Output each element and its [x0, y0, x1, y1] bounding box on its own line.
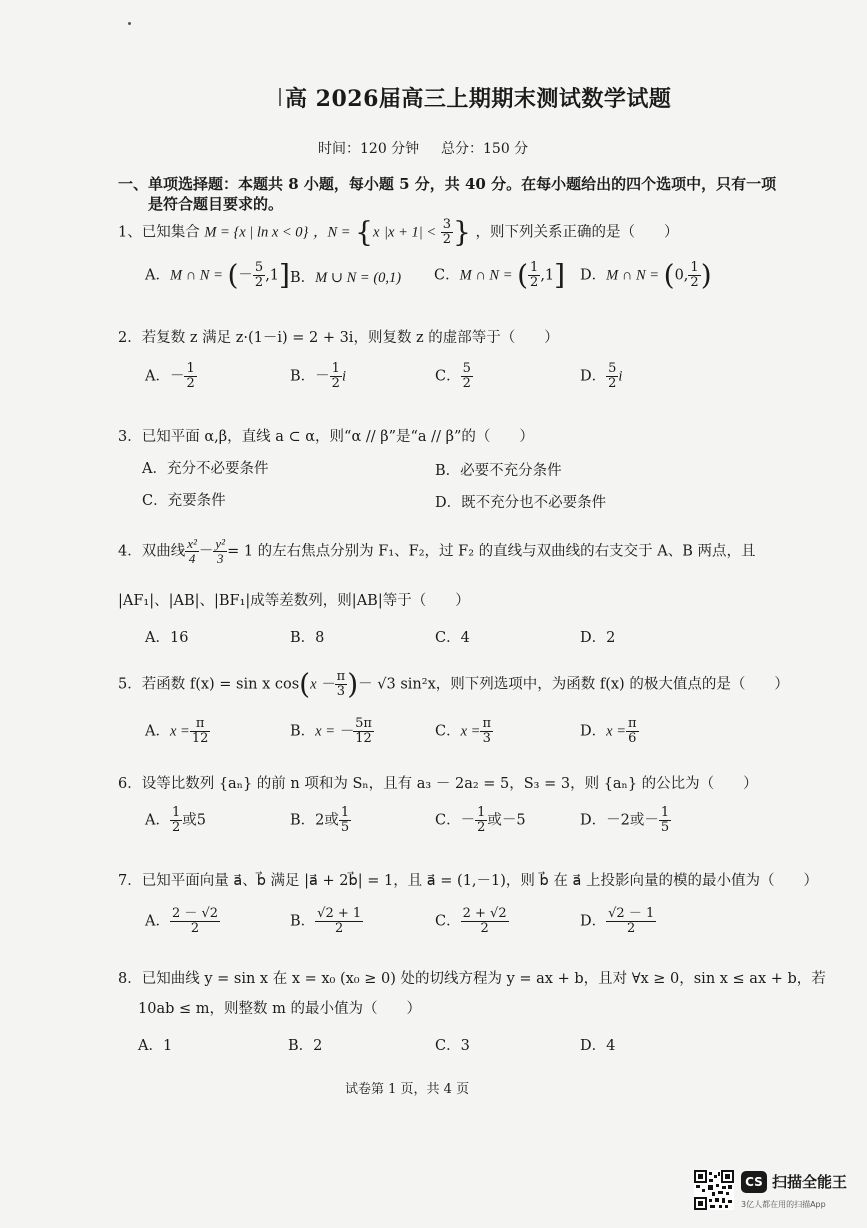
q1-post: ，则下列关系正确的是（ ） — [475, 224, 679, 241]
q1-option-d[interactable]: D．M ∩ N = (0, $\frac{1}{2}$ ) — [580, 258, 712, 292]
q3-option-a[interactable]: A．充分不必要条件 — [142, 461, 269, 477]
q8-option-b[interactable]: B．2 — [288, 1038, 323, 1054]
q4-option-b[interactable]: B．8 — [290, 630, 325, 646]
q1-option-a[interactable]: A．M ∩ N = (－ $\frac{5}{2}$ ,1] — [145, 258, 290, 292]
q8-option-d[interactable]: D．4 — [580, 1038, 616, 1054]
q1-n-var: x — [373, 224, 380, 241]
page-title: 高 2026届高三上期期末测试数学试题 — [285, 86, 672, 112]
question-4-stem: 4．双曲线 $\frac{\text{x²}}{4}$ － $\frac{\text{y²}}{3}$ = 1 的左右焦点分别为 F₁、F₂，过 F₂ 的直线与双曲线的右支交于 A、B 两点，且 — [118, 536, 756, 566]
q5-option-a[interactable]: A．x = $\frac{\pi}{12}$ — [145, 716, 209, 746]
q4-option-d[interactable]: D．2 — [580, 630, 616, 646]
q6-option-c[interactable]: C．－ $\frac{1}{2}$ 或－5 — [435, 805, 526, 835]
question-3-stem: 3．已知平面 α,β，直线 a ⊂ α，则“α // β”是“a // β”的（ ） — [118, 429, 534, 445]
q7-option-b[interactable]: B． $\frac{√2 + 1}{2}$ — [290, 906, 362, 936]
q3-option-b[interactable]: B．必要不充分条件 — [435, 463, 562, 479]
q1-pre: 1、已知集合 — [118, 224, 200, 241]
question-4-stem-line2: |AF₁|、|AB|、|BF₁|成等差数列，则|AB|等于（ ） — [118, 593, 470, 609]
q8-option-c[interactable]: C．3 — [435, 1038, 470, 1054]
qr-code-icon — [694, 1170, 734, 1210]
q1-brace-open: { — [355, 215, 373, 249]
q1-option-b[interactable]: B．M ∪ N = (0,1) — [290, 270, 402, 286]
question-8-stem-line2: 10ab ≤ m，则整数 m 的最小值为（ ） — [138, 1001, 421, 1017]
q5-option-d[interactable]: D．x = $\frac{\pi}{6}$ — [580, 716, 637, 746]
question-1-stem — [118, 215, 679, 249]
q2-option-a[interactable]: A．－ $\frac{1}{2}$ — [145, 361, 195, 391]
q2-option-c[interactable]: C． $\frac{5}{2}$ — [435, 361, 471, 391]
q3-option-d[interactable]: D．既不充分也不必要条件 — [435, 495, 607, 511]
q5-option-b[interactable]: B．x = － $\frac{5\pi}{12}$ — [290, 716, 372, 746]
camscanner-logo-icon: CS — [741, 1171, 767, 1193]
q7-option-a[interactable]: A． $\frac{2 - √2}{2}$ — [145, 906, 219, 936]
q1-n-pre: ，N = — [312, 224, 351, 241]
section-heading — [118, 174, 776, 214]
question-5-stem: 5．若函数 f(x) = sin x cos(x － $\frac{\pi}{3}$ )－ √3 sin²x，则下列选项中，为函数 f(x) 的极大值点的是（ ） — [118, 667, 789, 701]
q1-brace-close: } — [453, 215, 471, 249]
q6-option-a[interactable]: A． $\frac{1}{2}$ 或5 — [145, 805, 206, 835]
scan-speck — [128, 22, 131, 25]
q2-option-d[interactable]: D． $\frac{5}{2}$ i — [580, 361, 623, 391]
q4-option-a[interactable]: A．16 — [145, 630, 189, 646]
camscanner-tagline: 3亿人都在用的扫描App — [741, 1200, 826, 1209]
q2-option-b[interactable]: B．－ $\frac{1}{2}$ i — [290, 361, 346, 391]
question-7-stem: 7．已知平面向量 a⃗、b⃗ 满足 |a⃗ + 2b⃗| = 1，且 a⃗ = (1,－1)，则 b⃗ 在 a⃗ 上投影向量的模的最小值为（ ） — [118, 873, 818, 889]
section-heading-line1: 一、单项选择题：本题共 8 小题，每小题 5 分，共 40 分。在每小题给出的四个选项中，只有一项 — [118, 175, 777, 193]
title-margin-mark — [279, 88, 281, 106]
exam-time: 时间：120 分钟 — [318, 141, 420, 157]
q8-option-a[interactable]: A．1 — [138, 1038, 173, 1054]
page-footer: 试卷第 1 页，共 4 页 — [345, 1082, 470, 1097]
exam-score: 总分：150 分 — [441, 141, 529, 157]
question-6-stem: 6．设等比数列 {aₙ} 的前 n 项和为 Sₙ，且有 a₃ － 2a₂ = 5，S₃ = 3，则 {aₙ} 的公比为（ ） — [118, 776, 758, 792]
q6-option-b[interactable]: B．2或 $\frac{1}{5}$ — [290, 805, 350, 835]
q1-option-c[interactable]: C．M ∩ N = ( $\frac{1}{2}$ ,1] — [434, 258, 566, 292]
q1-n-frac: $\frac{3}{2}$ — [442, 217, 452, 247]
section-heading-line2: 是符合题目要求的。 — [148, 195, 284, 213]
q3-option-c[interactable]: C．充要条件 — [142, 493, 226, 509]
question-2-stem: 2．若复数 z 满足 z·(1－i) = 2 + 3i，则复数 z 的虚部等于（ ） — [118, 330, 559, 346]
q6-option-d[interactable]: D．－2或－ $\frac{1}{5}$ — [580, 805, 670, 835]
q4-option-c[interactable]: C．4 — [435, 630, 470, 646]
question-8-stem: 8．已知曲线 y = sin x 在 x = x₀ (x₀ ≥ 0) 处的切线方程为 y = ax + b，且对 ∀x ≥ 0，sin x ≤ ax + b，若 — [118, 971, 826, 987]
q7-option-c[interactable]: C． $\frac{2 + √2}{2}$ — [435, 906, 507, 936]
camscanner-name: 扫描全能王 — [772, 1173, 848, 1191]
q1-n-cond: |x + 1| < — [384, 224, 437, 241]
q1-set-m: M = {x | ln x < 0} — [204, 224, 309, 241]
q7-option-d[interactable]: D． $\frac{√2 - 1}{2}$ — [580, 906, 655, 936]
q5-option-c[interactable]: C．x = $\frac{\pi}{3}$ — [435, 716, 492, 746]
